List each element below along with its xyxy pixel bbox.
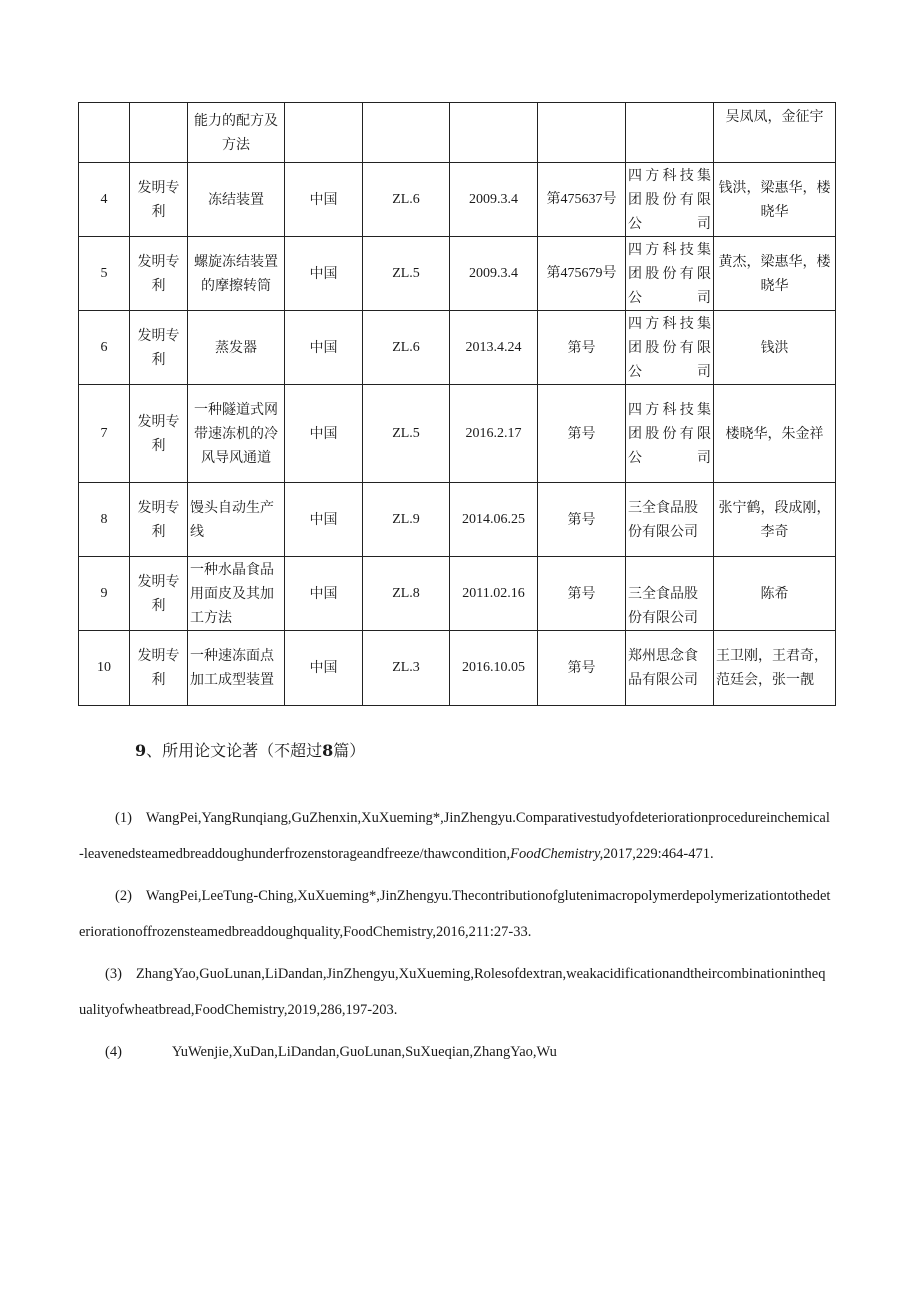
list-item [79, 800, 831, 872]
section-unit: 篇） [333, 741, 366, 760]
row-no: 5 [79, 237, 130, 311]
row-inventors: 楼晓华，朱金祥 [714, 385, 836, 483]
row-date: 2009.3.4 [450, 163, 538, 237]
table-row [79, 557, 836, 631]
list-item [79, 878, 831, 950]
row-country: 中国 [285, 483, 363, 557]
row-patent-no [363, 103, 450, 163]
row-inventors: 黄杰，梁惠华，楼晓华 [714, 237, 836, 311]
row-date: 2009.3.4 [450, 237, 538, 311]
row-no: 9 [79, 557, 130, 631]
row-patent-no: ZL.3 [363, 631, 450, 706]
row-patent-no: ZL.8 [363, 557, 450, 631]
section-heading [135, 738, 365, 761]
row-no: 8 [79, 483, 130, 557]
row-country: 中国 [285, 311, 363, 385]
patent-table [78, 102, 836, 706]
reference-text: WangPei,LeeTung-Ching,XuXueming*,JinZhengyu.Thecontributionofglutenimacropolymerdepolymerizationtothedeteriorationoffrozensteamedbreaddoughquality,FoodChemistry,2016,211:27-33. [79, 888, 831, 940]
row-country: 中国 [285, 163, 363, 237]
row-date: 2013.4.24 [450, 311, 538, 385]
row-type: 发明专利 [130, 631, 188, 706]
row-no: 6 [79, 311, 130, 385]
row-type: 发明专利 [130, 385, 188, 483]
reference-journal: FoodChemistry, [510, 846, 604, 862]
reference-text: ZhangYao,GuoLunan,LiDandan,JinZhengyu,XuXueming,Rolesofdextran,weakacidificationandtheircombinationinthequalityofwheatbread,FoodChemistry,2019,286,197-203. [79, 966, 826, 1018]
row-holder: 三全食品股份有限公司 [626, 483, 714, 557]
row-date: 2014.06.25 [450, 483, 538, 557]
row-holder: 郑州思念食品有限公司 [626, 631, 714, 706]
row-cert: 第号 [538, 631, 626, 706]
table-row [79, 163, 836, 237]
row-patent-no: ZL.5 [363, 385, 450, 483]
table-row [79, 103, 836, 163]
row-no: 10 [79, 631, 130, 706]
row-holder: 四方科技集团股份有限公司 [626, 237, 714, 311]
row-inventors: 王卫刚，王君奇，范廷会，张一靓 [714, 631, 836, 706]
row-name: 馒头自动生产线 [188, 483, 285, 557]
row-type: 发明专利 [130, 237, 188, 311]
reference-list [79, 800, 831, 1076]
reference-tail: 2017,229:464-471. [603, 846, 714, 862]
row-cert: 第号 [538, 385, 626, 483]
row-cert: 第号 [538, 311, 626, 385]
row-cert [538, 103, 626, 163]
row-country: 中国 [285, 631, 363, 706]
table-row [79, 311, 836, 385]
row-type [130, 103, 188, 163]
row-type: 发明专利 [130, 483, 188, 557]
row-holder [626, 103, 714, 163]
row-name: 一种水晶食品用面皮及其加工方法 [188, 557, 285, 631]
row-no [79, 103, 130, 163]
row-type: 发明专利 [130, 311, 188, 385]
table-row [79, 237, 836, 311]
row-date [450, 103, 538, 163]
row-holder: 三全食品股份有限公司 [626, 557, 714, 631]
row-type: 发明专利 [130, 557, 188, 631]
reference-text: WangPei,YangRunqiang,GuZhenxin,XuXueming*,JinZhengyu.Comparativestudyofdeteriorationprocedureinchemical-leavenedsteamedbreaddoughunderfrozenstorageandfreeze/thawcondition, [79, 810, 830, 862]
row-name: 能力的配方及方法 [188, 103, 285, 163]
list-item [79, 1034, 831, 1070]
row-patent-no: ZL.5 [363, 237, 450, 311]
row-country: 中国 [285, 557, 363, 631]
row-date: 2011.02.16 [450, 557, 538, 631]
row-name: 一种隧道式网带速冻机的冷风导风通道 [188, 385, 285, 483]
row-no: 7 [79, 385, 130, 483]
row-name: 蒸发器 [188, 311, 285, 385]
row-cert: 第475637号 [538, 163, 626, 237]
row-no: 4 [79, 163, 130, 237]
row-patent-no: ZL.9 [363, 483, 450, 557]
reference-text: YuWenjie,XuDan,LiDandan,GuoLunan,SuXueqian,ZhangYao,Wu [171, 1044, 557, 1060]
row-patent-no: ZL.6 [363, 163, 450, 237]
row-holder: 四方科技集团股份有限公司 [626, 311, 714, 385]
row-inventors: 张宁鹤，段成刚，李奇 [714, 483, 836, 557]
row-inventors: 吴凤凤，金征宇 [714, 103, 836, 163]
row-cert: 第号 [538, 483, 626, 557]
row-holder: 四方科技集团股份有限公司 [626, 385, 714, 483]
row-holder: 四方科技集团股份有限公司 [626, 163, 714, 237]
section-number: 9 [135, 741, 147, 760]
row-name: 冻结装置 [188, 163, 285, 237]
row-inventors: 钱洪 [714, 311, 836, 385]
table-row [79, 385, 836, 483]
row-cert: 第号 [538, 557, 626, 631]
row-country [285, 103, 363, 163]
row-country: 中国 [285, 385, 363, 483]
reference-number: (3) [105, 966, 122, 982]
section-title: 、所用论文论著（不超过 [146, 741, 323, 760]
row-type: 发明专利 [130, 163, 188, 237]
section-count: 8 [322, 741, 334, 760]
row-inventors: 陈希 [714, 557, 836, 631]
table-row [79, 631, 836, 706]
row-patent-no: ZL.6 [363, 311, 450, 385]
table-row [79, 483, 836, 557]
reference-number: (1) [115, 810, 132, 826]
row-date: 2016.2.17 [450, 385, 538, 483]
row-inventors: 钱洪，梁惠华，楼晓华 [714, 163, 836, 237]
row-name: 螺旋冻结装置的摩擦转筒 [188, 237, 285, 311]
row-cert: 第475679号 [538, 237, 626, 311]
row-country: 中国 [285, 237, 363, 311]
row-date: 2016.10.05 [450, 631, 538, 706]
reference-number: (2) [115, 888, 132, 904]
reference-number: (4) [105, 1044, 122, 1060]
row-name: 一种速冻面点加工成型装置 [188, 631, 285, 706]
list-item [79, 956, 831, 1028]
